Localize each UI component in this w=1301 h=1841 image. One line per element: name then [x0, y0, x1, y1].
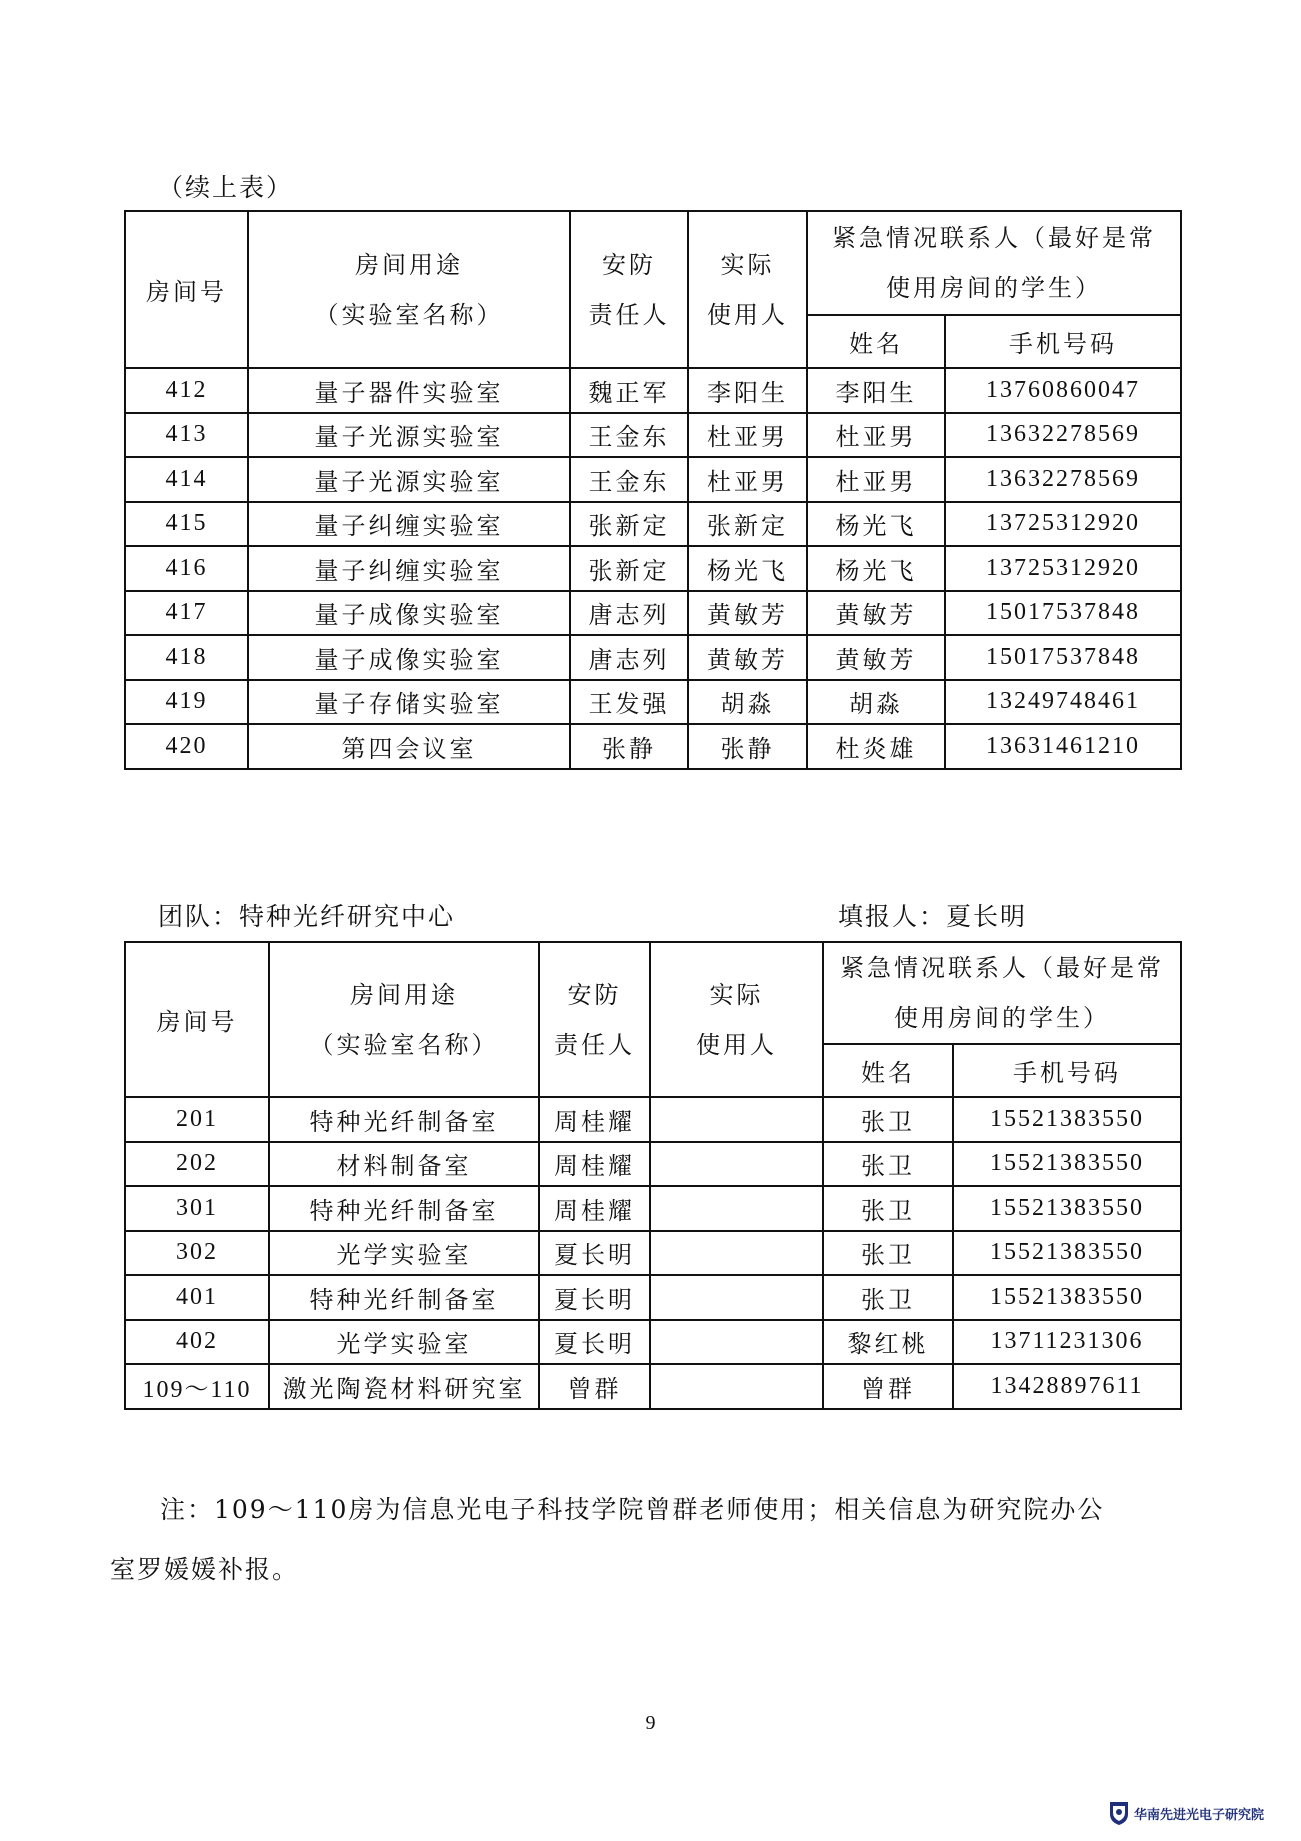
actual-user-cell: 李阳生: [688, 368, 807, 413]
actual-user-cell: 黄敏芳: [688, 635, 807, 680]
table-row: [125, 1364, 1181, 1409]
room-number-cell: 109～110: [125, 1364, 269, 1409]
contact-name-cell: 李阳生: [807, 368, 945, 413]
actual-user-cell: [650, 1097, 823, 1142]
safety-officer-cell: 夏长明: [539, 1231, 650, 1276]
room-number-cell: 202: [125, 1142, 269, 1187]
safety-officer-cell: 魏正军: [570, 368, 688, 413]
continued-caption: （续上表）: [158, 173, 294, 202]
contact-phone-cell: 13725312920: [945, 502, 1181, 547]
header-user-line1: 实际: [720, 250, 775, 279]
contact-phone-cell: 13631461210: [945, 724, 1181, 769]
room-number-cell: 401: [125, 1275, 269, 1320]
safety-officer-cell: 周桂耀: [539, 1097, 650, 1142]
actual-user-cell: 黄敏芳: [688, 591, 807, 636]
table-row: [125, 502, 1181, 547]
actual-user-cell: [650, 1186, 823, 1231]
table-row: [125, 591, 1181, 636]
room-purpose-cell: 特种光纤制备室: [269, 1275, 539, 1320]
contact-name-cell: 曾群: [823, 1364, 953, 1409]
table-row: [125, 1231, 1181, 1276]
header-room: 房间号: [125, 211, 248, 368]
table-row: [125, 1142, 1181, 1187]
table-row: [125, 457, 1181, 502]
room-purpose-cell: 激光陶瓷材料研究室: [269, 1364, 539, 1409]
safety-officer-cell: 夏长明: [539, 1275, 650, 1320]
contact-phone-cell: 13632278569: [945, 413, 1181, 458]
contact-name-cell: 杜亚男: [807, 413, 945, 458]
room-number-cell: 419: [125, 680, 248, 725]
safety-officer-cell: 王金东: [570, 457, 688, 502]
safety-officer-cell: 王金东: [570, 413, 688, 458]
table-row: [125, 635, 1181, 680]
room-purpose-cell: 量子光源实验室: [248, 457, 570, 502]
contact-name-cell: 杜亚男: [807, 457, 945, 502]
contact-name-cell: 张卫: [823, 1231, 953, 1276]
contact-name-cell: 杨光飞: [807, 502, 945, 547]
room-purpose-cell: 量子成像实验室: [248, 635, 570, 680]
contact-name-cell: 杨光飞: [807, 546, 945, 591]
contact-name-cell: 黎红桃: [823, 1320, 953, 1365]
room-number-cell: 418: [125, 635, 248, 680]
contact-name-cell: 杜炎雄: [807, 724, 945, 769]
room-purpose-cell: 第四会议室: [248, 724, 570, 769]
actual-user-cell: 张新定: [688, 502, 807, 547]
table-row: [125, 1320, 1181, 1365]
header-room: 房间号: [125, 942, 269, 1097]
room-purpose-cell: 材料制备室: [269, 1142, 539, 1187]
actual-user-cell: [650, 1231, 823, 1276]
table-row: [125, 680, 1181, 725]
room-number-cell: 302: [125, 1231, 269, 1276]
page-number: 9: [645, 1712, 656, 1734]
actual-user-cell: 杜亚男: [688, 413, 807, 458]
room-purpose-cell: 量子光源实验室: [248, 413, 570, 458]
contact-name-cell: 张卫: [823, 1186, 953, 1231]
room-purpose-cell: 量子纠缠实验室: [248, 546, 570, 591]
header-safety-line2: 责任人: [554, 1030, 635, 1059]
safety-officer-cell: 唐志列: [570, 635, 688, 680]
actual-user-cell: [650, 1275, 823, 1320]
safety-officer-cell: 曾群: [539, 1364, 650, 1409]
header-user: [688, 211, 807, 368]
table-row: [125, 1275, 1181, 1320]
header-safety: [539, 942, 650, 1097]
room-number-cell: 414: [125, 457, 248, 502]
contact-phone-cell: 15521383550: [953, 1097, 1181, 1142]
contact-phone-cell: 13428897611: [953, 1364, 1181, 1409]
room-purpose-cell: 特种光纤制备室: [269, 1097, 539, 1142]
footnote: 注：109～110房为信息光电子科技学院曾群老师使用；相关信息为研究院办公室罗媛媛补报。: [110, 1495, 1105, 1584]
contact-phone-cell: 15521383550: [953, 1142, 1181, 1187]
room-purpose-cell: 量子器件实验室: [248, 368, 570, 413]
table-row: [125, 1097, 1181, 1142]
contact-phone-cell: 13711231306: [953, 1320, 1181, 1365]
contact-name-cell: 黄敏芳: [807, 635, 945, 680]
actual-user-cell: [650, 1364, 823, 1409]
header-purpose-line1: 房间用途: [355, 250, 463, 279]
header-safety-line2: 责任人: [588, 300, 670, 329]
contact-name-cell: 张卫: [823, 1142, 953, 1187]
header-emergency: 紧急情况联系人（最好是常使用房间的学生）: [823, 942, 1181, 1044]
header-emergency: 紧急情况联系人（最好是常使用房间的学生）: [807, 211, 1181, 315]
room-number-cell: 416: [125, 546, 248, 591]
safety-officer-cell: 周桂耀: [539, 1186, 650, 1231]
contact-name-cell: 张卫: [823, 1275, 953, 1320]
header-purpose: [269, 942, 539, 1097]
header-user-line2: 使用人: [707, 300, 788, 329]
header-safety-line1: 安防: [567, 980, 622, 1009]
header-purpose-line2: （实验室名称）: [314, 300, 504, 329]
contact-name-cell: 胡淼: [807, 680, 945, 725]
safety-officer-cell: 张新定: [570, 502, 688, 547]
contact-phone-cell: 15017537848: [945, 635, 1181, 680]
footer-logo: [1108, 1800, 1264, 1826]
room-number-cell: 413: [125, 413, 248, 458]
header-contact-name: 姓名: [823, 1044, 953, 1097]
header-contact-phone: 手机号码: [945, 315, 1181, 368]
header-user-line1: 实际: [709, 980, 764, 1009]
table-row: [125, 1186, 1181, 1231]
actual-user-cell: [650, 1142, 823, 1187]
contact-phone-cell: 15521383550: [953, 1275, 1181, 1320]
safety-officer-cell: 张静: [570, 724, 688, 769]
actual-user-cell: 杨光飞: [688, 546, 807, 591]
room-number-cell: 412: [125, 368, 248, 413]
table-row: [125, 413, 1181, 458]
safety-officer-cell: 张新定: [570, 546, 688, 591]
contact-name-cell: 黄敏芳: [807, 591, 945, 636]
safety-officer-cell: 唐志列: [570, 591, 688, 636]
room-number-cell: 417: [125, 591, 248, 636]
room-purpose-cell: 量子存储实验室: [248, 680, 570, 725]
room-number-cell: 420: [125, 724, 248, 769]
actual-user-cell: [650, 1320, 823, 1365]
room-number-cell: 301: [125, 1186, 269, 1231]
header-user-line2: 使用人: [696, 1030, 777, 1059]
header-contact-phone: 手机号码: [953, 1044, 1181, 1097]
room-purpose-cell: 量子纠缠实验室: [248, 502, 570, 547]
safety-officer-cell: 王发强: [570, 680, 688, 725]
room-number-cell: 415: [125, 502, 248, 547]
contact-phone-cell: 15521383550: [953, 1231, 1181, 1276]
header-purpose-line2: （实验室名称）: [309, 1030, 499, 1059]
filler-caption: 填报人：夏长明: [838, 902, 1028, 931]
contact-phone-cell: 13249748461: [945, 680, 1181, 725]
header-contact-name: 姓名: [807, 315, 945, 368]
header-safety: [570, 211, 688, 368]
contact-name-cell: 张卫: [823, 1097, 953, 1142]
header-safety-line1: 安防: [602, 250, 656, 279]
institute-emblem-icon: [1108, 1800, 1130, 1826]
room-purpose-cell: 量子成像实验室: [248, 591, 570, 636]
table-row: [125, 724, 1181, 769]
header-user: [650, 942, 823, 1097]
room-purpose-cell: 特种光纤制备室: [269, 1186, 539, 1231]
room-number-cell: 201: [125, 1097, 269, 1142]
table-row: [125, 546, 1181, 591]
room-purpose-cell: 光学实验室: [269, 1231, 539, 1276]
header-purpose-line1: 房间用途: [350, 980, 458, 1009]
table-row: [125, 368, 1181, 413]
contact-phone-cell: 15521383550: [953, 1186, 1181, 1231]
contact-phone-cell: 15017537848: [945, 591, 1181, 636]
contact-phone-cell: 13725312920: [945, 546, 1181, 591]
contact-phone-cell: 13760860047: [945, 368, 1181, 413]
room-table-1: [124, 210, 1182, 770]
contact-phone-cell: 13632278569: [945, 457, 1181, 502]
room-table-2: [124, 941, 1182, 1410]
safety-officer-cell: 周桂耀: [539, 1142, 650, 1187]
footer-logo-text: 华南先进光电子研究院: [1134, 1807, 1265, 1823]
team-caption: 团队：特种光纤研究中心: [158, 902, 456, 931]
actual-user-cell: 胡淼: [688, 680, 807, 725]
safety-officer-cell: 夏长明: [539, 1320, 650, 1365]
actual-user-cell: 张静: [688, 724, 807, 769]
actual-user-cell: 杜亚男: [688, 457, 807, 502]
room-number-cell: 402: [125, 1320, 269, 1365]
room-purpose-cell: 光学实验室: [269, 1320, 539, 1365]
header-purpose: [248, 211, 570, 368]
